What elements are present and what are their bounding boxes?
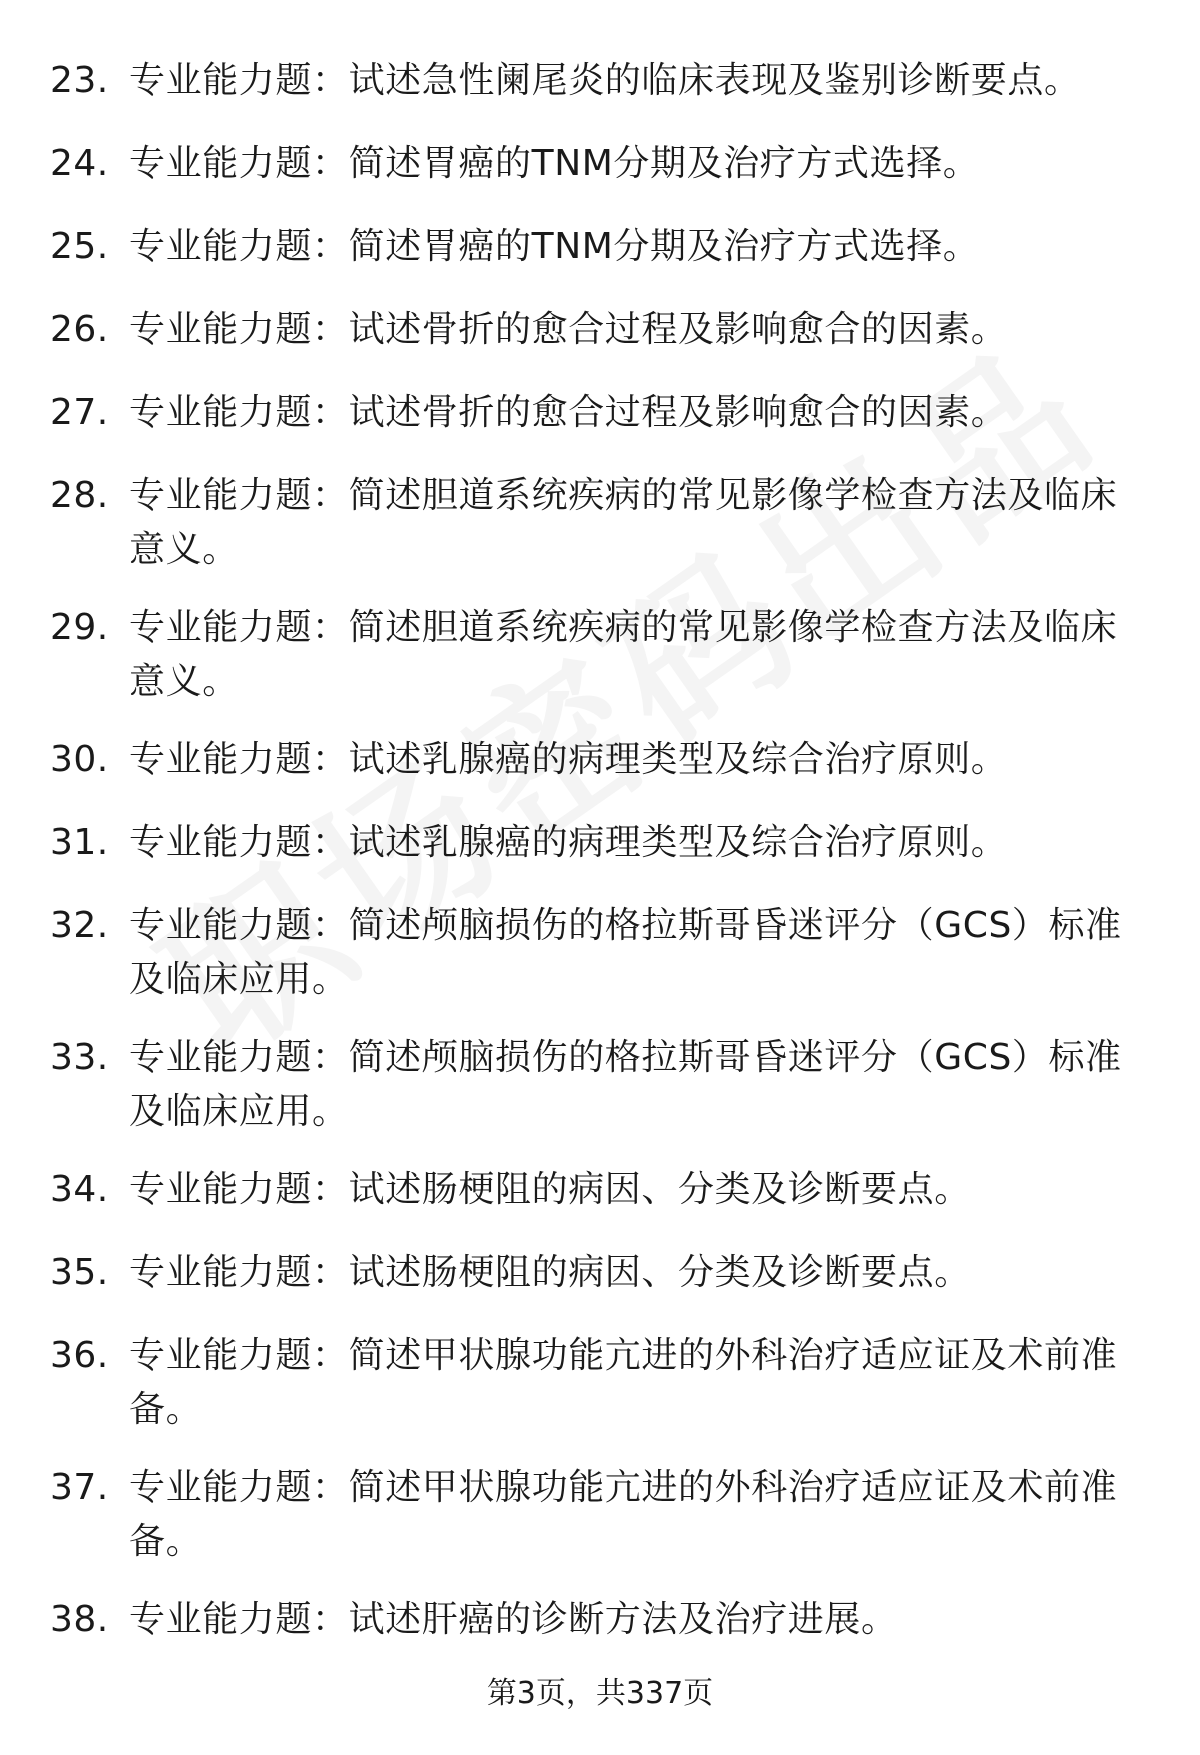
question-number: 30. — [50, 739, 109, 780]
question-item — [0, 1031, 1200, 1139]
question-number: 28. — [50, 475, 109, 516]
question-body — [129, 733, 1149, 787]
question-category: 专业能力题： — [129, 309, 349, 350]
question-number: 36. — [50, 1335, 109, 1376]
question-item — [0, 899, 1200, 1007]
question-category: 专业能力题： — [129, 739, 349, 780]
question-text: 简述颅脑损伤的格拉斯哥昏迷评分（GCS）标准及临床应用。 — [129, 905, 1122, 1000]
question-body — [129, 601, 1149, 709]
question-item — [0, 1246, 1200, 1300]
question-item — [0, 1461, 1200, 1569]
question-body — [129, 54, 1149, 108]
question-body — [129, 1329, 1149, 1437]
question-number: 37. — [50, 1467, 109, 1508]
question-number: 24. — [50, 143, 109, 184]
question-body — [129, 137, 1149, 191]
question-body — [129, 469, 1149, 577]
question-number: 33. — [50, 1037, 109, 1078]
question-body — [129, 899, 1149, 1007]
question-text: 简述胃癌的TNM分期及治疗方式选择。 — [348, 143, 980, 184]
question-category: 专业能力题： — [129, 905, 349, 946]
question-category: 专业能力题： — [129, 475, 349, 516]
question-text: 试述乳腺癌的病理类型及综合治疗原则。 — [348, 822, 1008, 863]
question-category: 专业能力题： — [129, 607, 349, 648]
question-body — [129, 1593, 1149, 1647]
question-text: 简述颅脑损伤的格拉斯哥昏迷评分（GCS）标准及临床应用。 — [129, 1037, 1122, 1132]
question-text: 试述肝癌的诊断方法及治疗进展。 — [348, 1599, 898, 1640]
question-item — [0, 220, 1200, 274]
question-number: 34. — [50, 1169, 109, 1210]
question-category: 专业能力题： — [129, 1335, 349, 1376]
page-footer — [0, 1672, 1200, 1716]
question-text: 试述骨折的愈合过程及影响愈合的因素。 — [348, 309, 1008, 350]
question-text: 试述肠梗阻的病因、分类及诊断要点。 — [348, 1252, 971, 1293]
question-category: 专业能力题： — [129, 60, 349, 101]
question-item — [0, 469, 1200, 577]
question-text: 试述急性阑尾炎的临床表现及鉴别诊断要点。 — [348, 60, 1081, 101]
question-number: 32. — [50, 905, 109, 946]
question-body — [129, 386, 1149, 440]
question-body — [129, 220, 1149, 274]
question-text: 简述胆道系统疾病的常见影像学检查方法及临床意义。 — [129, 607, 1118, 702]
question-body — [129, 1163, 1149, 1217]
question-item — [0, 816, 1200, 870]
page-indicator: 第3页，共337页 — [486, 1676, 714, 1711]
question-text: 简述甲状腺功能亢进的外科治疗适应证及术前准备。 — [129, 1335, 1118, 1430]
question-body — [129, 303, 1149, 357]
question-category: 专业能力题： — [129, 1252, 349, 1293]
question-number: 26. — [50, 309, 109, 350]
question-category: 专业能力题： — [129, 143, 349, 184]
question-item — [0, 137, 1200, 191]
question-text: 试述骨折的愈合过程及影响愈合的因素。 — [348, 392, 1008, 433]
question-body — [129, 1031, 1149, 1139]
question-item — [0, 601, 1200, 709]
question-category: 专业能力题： — [129, 1169, 349, 1210]
question-text: 试述乳腺癌的病理类型及综合治疗原则。 — [348, 739, 1008, 780]
question-number: 35. — [50, 1252, 109, 1293]
question-category: 专业能力题： — [129, 1599, 349, 1640]
question-number: 38. — [50, 1599, 109, 1640]
question-item — [0, 1329, 1200, 1437]
question-list — [0, 54, 1200, 1676]
question-item — [0, 54, 1200, 108]
question-category: 专业能力题： — [129, 392, 349, 433]
question-text: 简述甲状腺功能亢进的外科治疗适应证及术前准备。 — [129, 1467, 1118, 1562]
question-item — [0, 303, 1200, 357]
question-text: 简述胆道系统疾病的常见影像学检查方法及临床意义。 — [129, 475, 1118, 570]
question-body — [129, 816, 1149, 870]
question-number: 23. — [50, 60, 109, 101]
question-item — [0, 733, 1200, 787]
question-item — [0, 1163, 1200, 1217]
question-item — [0, 386, 1200, 440]
question-number: 27. — [50, 392, 109, 433]
question-text: 简述胃癌的TNM分期及治疗方式选择。 — [348, 226, 980, 267]
question-number: 29. — [50, 607, 109, 648]
question-text: 试述肠梗阻的病因、分类及诊断要点。 — [348, 1169, 971, 1210]
question-number: 25. — [50, 226, 109, 267]
question-item — [0, 1593, 1200, 1647]
question-body — [129, 1246, 1149, 1300]
question-category: 专业能力题： — [129, 226, 349, 267]
question-category: 专业能力题： — [129, 1467, 349, 1508]
question-number: 31. — [50, 822, 109, 863]
question-category: 专业能力题： — [129, 822, 349, 863]
question-body — [129, 1461, 1149, 1569]
question-category: 专业能力题： — [129, 1037, 349, 1078]
